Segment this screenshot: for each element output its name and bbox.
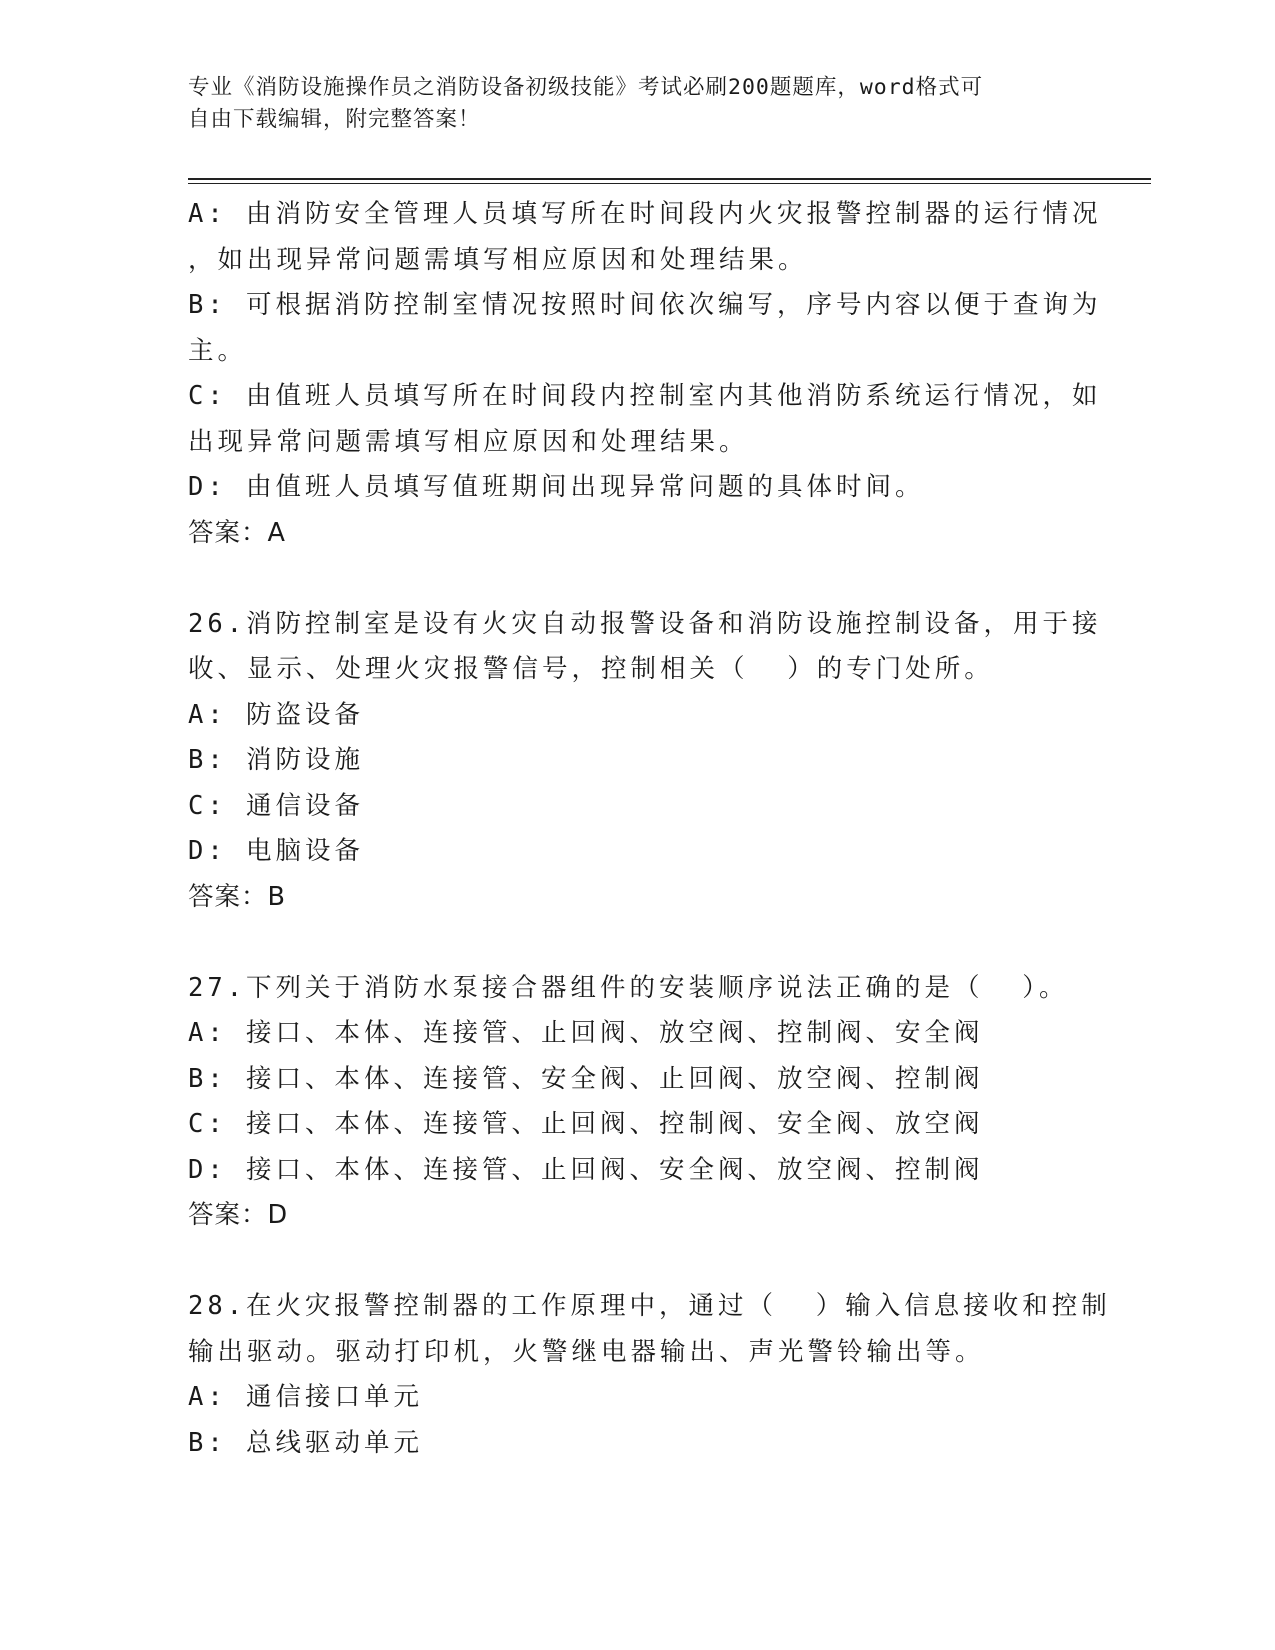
option-line: C: 由值班人员填写所在时间段内控制室内其他消防系统运行情况，如 [188, 381, 1102, 411]
option-line: B: 可根据消防控制室情况按照时间依次编写，序号内容以便于查询为 [188, 290, 1102, 320]
question-text: 输出驱动。驱动打印机，火警继电器输出、声光警铃输出等。 [188, 1336, 985, 1367]
option-line: B: 接口、本体、连接管、安全阀、止回阀、放空阀、控制阀 [188, 1063, 984, 1094]
header-divider-thick [188, 178, 1151, 180]
option-line: A: 由消防安全管理人员填写所在时间段内火灾报警控制器的运行情况 [188, 199, 1102, 229]
question-block [188, 192, 1102, 556]
question-list [188, 192, 1111, 1466]
option-line: C: 接口、本体、连接管、止回阀、控制阀、安全阀、放空阀 [188, 1109, 984, 1139]
document-header [188, 72, 1088, 136]
option-line: ，如出现异常问题需填写相应原因和处理结果。 [188, 244, 808, 275]
spacer [188, 920, 1088, 966]
spacer [188, 1239, 1088, 1285]
option-line: D: 电脑设备 [188, 836, 365, 866]
option-line: B: 消防设施 [188, 745, 365, 775]
option-line: 主。 [188, 335, 248, 366]
question-text: 26.消防控制室是设有火灾自动报警设备和消防设施控制设备，用于接 [188, 608, 1102, 639]
header-divider-thin [188, 183, 1151, 184]
answer-line: 答案：B [188, 881, 286, 912]
spacer [188, 556, 1088, 602]
option-line: A: 通信接口单元 [188, 1382, 424, 1412]
option-line: C: 通信设备 [188, 790, 365, 821]
question-block [188, 602, 1102, 921]
answer-line: 答案：A [188, 517, 286, 548]
option-line: A: 防盗设备 [188, 699, 365, 730]
option-line: 出现异常问题需填写相应原因和处理结果。 [188, 426, 749, 457]
question-text: 27.下列关于消防水泵接合器组件的安装顺序说法正确的是（ ）。 [188, 972, 1069, 1003]
option-line: A: 接口、本体、连接管、止回阀、放空阀、控制阀、安全阀 [188, 1018, 984, 1048]
question-block [188, 966, 1088, 1239]
question-text: 28.在火灾报警控制器的工作原理中，通过（ ）输入信息接收和控制 [188, 1291, 1111, 1321]
answer-line: 答案：D [188, 1200, 289, 1230]
header-line-2: 自由下载编辑，附完整答案！ [188, 107, 481, 132]
option-line: D: 接口、本体、连接管、止回阀、安全阀、放空阀、控制阀 [188, 1154, 984, 1185]
question-block [188, 1284, 1111, 1466]
option-line: B: 总线驱动单元 [188, 1427, 424, 1458]
header-line-1: 专业《消防设施操作员之消防设备初级技能》考试必刷200题题库，word格式可 [188, 75, 984, 100]
question-text: 收、显示、处理火灾报警信号，控制相关（ ）的专门处所。 [188, 654, 994, 684]
option-line: D: 由值班人员填写值班期间出现异常问题的具体时间。 [188, 472, 925, 502]
